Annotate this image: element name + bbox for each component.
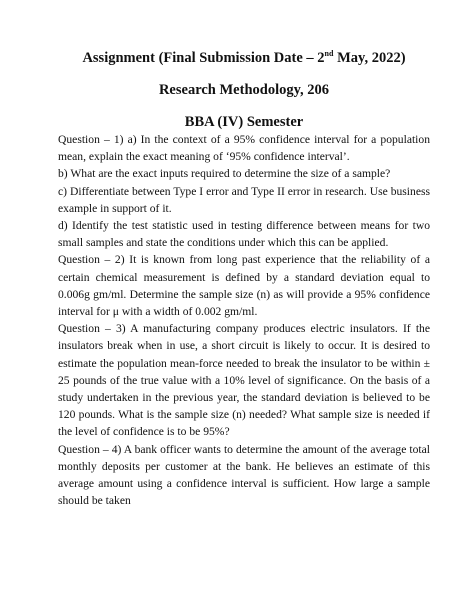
question-1c: c) Differentiate between Type I error and Type II error in research. Use business example in support of it. xyxy=(58,184,430,215)
title-superscript: nd xyxy=(324,49,334,59)
question-1b: b) What are the exact inputs required to determine the size of a sample? xyxy=(58,167,391,181)
assignment-title xyxy=(58,0,430,67)
course-title: Research Methodology, 206 xyxy=(158,82,330,98)
program-title: BBA (IV) Semester xyxy=(184,114,304,130)
question-1a: Question – 1) a) In the context of a 95% confidence interval for a population mean, explain the exact meaning of ‘95% confidence interval’. xyxy=(58,133,430,164)
title-suffix: May, 2022) xyxy=(333,50,406,66)
question-1d: d) Identify the test statistic used in testing difference between means for two small samples and state the conditions under which this can be applied. xyxy=(58,219,430,250)
question-2: Question – 2) It is known from long past experience that the reliability of a certain chemical measurement is defined by a standard deviation equal to 0.006g gm/ml. Determine the sample size (n) as will provide a 95% confidence interval for μ with a width of 0.002 gm/ml. xyxy=(58,253,430,319)
title-prefix: Assignment (Final Submission Date – 2 xyxy=(82,50,325,66)
question-4: Question – 4) A bank officer wants to determine the amount of the average total monthly deposits per customer at the bank. He believes an estimate of this average amount using a confidence interval is sufficient. How large a sample should be taken xyxy=(58,442,430,508)
question-3: Question – 3) A manufacturing company produces electric insulators. If the insulators break when in use, a short circuit is likely to occur. It is desired to estimate the population mean-force needed to break the insulator to be within ± 25 pounds of the true value with a 10% level of significance. On the basis of a study undertaken in the previous year, the standard deviation is believed to be 120 pounds. What is the sample size (n) needed? What sample size is needed if the level of confidence is to be 95%? xyxy=(58,322,430,439)
